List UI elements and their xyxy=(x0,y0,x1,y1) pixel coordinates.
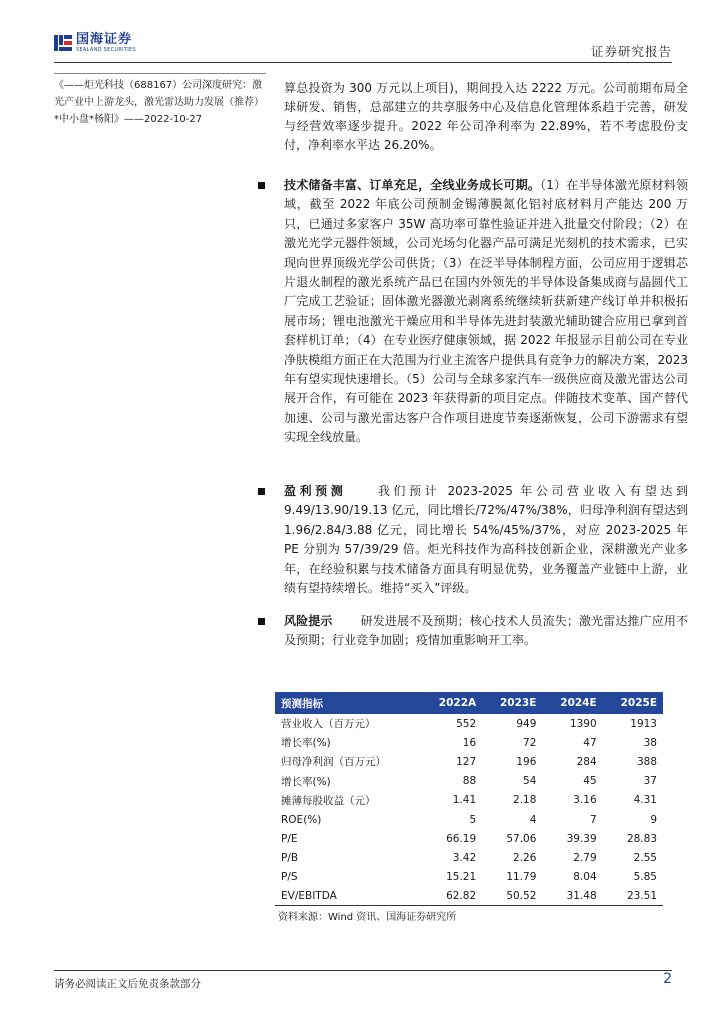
table-cell: 47 xyxy=(583,736,597,749)
table-row xyxy=(275,810,663,829)
bullet-risk-title: 风险提示 xyxy=(284,614,333,628)
table-cell: 552 xyxy=(456,717,477,730)
table-cell: 39.39 xyxy=(566,832,597,845)
forecast-table-header-row xyxy=(275,692,663,714)
table-cell: 1913 xyxy=(630,717,657,730)
table-cell: 284 xyxy=(576,755,597,768)
bullet-profit-forecast xyxy=(284,482,688,598)
bullet-profit-title: 盈利预测 xyxy=(284,484,347,498)
table-cell: 15.21 xyxy=(446,871,477,884)
table-source-note: 资料来源：Wind 资讯、国海证券研究所 xyxy=(278,912,457,923)
intro-paragraph: 算总投资为 300 万元以上项目)，期间投入达 2222 万元。公司前期布局全球研发、销售，总部建立的共享服务中心及信息化管理体系趋于完善，研发与经营效率逐步提升。2022 年公司净利率为 22.89%，若不考虑股份支付，净利率水平达 26.20%。 xyxy=(284,81,688,152)
related-report-note: 《——炬光科技（688167）公司深度研究：激光产业中上游龙头，激光雷达助力发展（推荐）*中小盘*杨阳》——2022-10-27 xyxy=(54,80,264,125)
table-cell: 127 xyxy=(456,755,477,768)
logo-chinese-name: 国海证券 xyxy=(76,32,133,47)
table-cell: 31.48 xyxy=(542,887,602,906)
table-cell: 57.06 xyxy=(506,832,537,845)
table-row xyxy=(275,714,663,733)
table-cell: 摊薄每股收益（元） xyxy=(281,794,376,807)
table-cell: 5 xyxy=(469,813,477,826)
bullet-risk-warning xyxy=(284,612,688,651)
table-cell: ROE(%) xyxy=(281,813,322,826)
table-row xyxy=(275,791,663,810)
table-cell: 3.42 xyxy=(452,851,477,864)
table-cell: 38 xyxy=(643,736,657,749)
table-header-cell: 2025E xyxy=(603,692,663,714)
table-cell: 9 xyxy=(650,813,657,826)
footer-divider xyxy=(54,970,672,971)
bullet-profit-body: 我们预计 2023-2025 年公司营业收入有望达到 9.49/13.90/19.13 亿元，同比增长/72%/47%/38%，归母净利润有望达到 1.96/2.84/3.88 亿元，同比增长 54%/45%/37%，对应 2023-2025 年 PE 分别为 57/39/29 倍。炬光科技作为高科技创新企业，深耕激光产业多年，在经验积累与技术储备方面具有明显优势，业务覆盖产业链中上游，业绩有望持续增长。维持“买入”评级。 xyxy=(284,484,688,596)
table-cell: 3.16 xyxy=(573,794,597,807)
table-cell: 营业收入（百万元） xyxy=(281,718,376,731)
table-cell: 88 xyxy=(462,775,477,788)
forecast-table xyxy=(275,692,663,906)
table-cell: EV/EBITDA xyxy=(275,887,421,906)
table-cell: 1.41 xyxy=(452,794,477,807)
table-cell: 2.79 xyxy=(573,851,597,864)
bullet-tech-title: 技术储备丰富、订单充足，全线业务成长可期。 xyxy=(284,178,541,192)
table-cell: 28.83 xyxy=(626,832,657,845)
table-row xyxy=(275,868,663,887)
table-cell: 16 xyxy=(462,736,477,749)
table-row xyxy=(275,829,663,848)
table-header-cell: 2024E xyxy=(542,692,602,714)
page-header xyxy=(54,30,672,62)
table-cell: 388 xyxy=(636,755,657,768)
bullet-square-icon xyxy=(258,488,265,495)
table-cell: 增长率(%) xyxy=(281,775,331,788)
table-cell: 949 xyxy=(516,717,537,730)
table-cell: 归母净利润（百万元） xyxy=(281,756,386,769)
footer-disclaimer: 请务必阅读正文后免责条款部分 xyxy=(54,978,201,990)
bullet-risk-body: 研发进展不及预期；核心技术人员流失；激光雷达推广应用不及预期；行业竞争加剧；疫情加重影响开工率。 xyxy=(284,614,688,648)
table-row xyxy=(275,887,663,906)
table-cell: 54 xyxy=(523,775,537,788)
header-divider xyxy=(54,62,672,63)
table-cell: 196 xyxy=(516,755,537,768)
table-row xyxy=(275,752,663,771)
table-cell: P/E xyxy=(281,832,298,845)
table-cell: 45 xyxy=(583,775,597,788)
table-cell: 23.51 xyxy=(603,887,663,906)
table-cell: 37 xyxy=(643,775,657,788)
page-number: 2 xyxy=(663,971,672,987)
report-type-label: 证券研究报告 xyxy=(590,44,672,59)
table-cell: 50.52 xyxy=(482,887,542,906)
company-logo xyxy=(54,30,136,56)
bullet-tech-reserve xyxy=(284,176,688,448)
table-row xyxy=(275,733,663,752)
table-cell: 62.82 xyxy=(421,887,482,906)
logo-english-name: SEALAND SECURITIES xyxy=(76,47,136,53)
bullet-square-icon xyxy=(258,182,265,189)
table-cell: 4 xyxy=(529,813,537,826)
table-cell: 5.85 xyxy=(633,871,657,884)
table-row xyxy=(275,848,663,867)
table-cell: 7 xyxy=(589,813,597,826)
table-cell: 66.19 xyxy=(446,832,477,845)
table-cell: 2.55 xyxy=(633,851,657,864)
table-cell: 8.04 xyxy=(573,871,597,884)
bullet-tech-body: （1）在半导体激光原材料领域，截至 2022 年底公司预制金锡薄膜氮化铝衬底材料月产能达 200 万只，已通过多家客户 35W 高功率可靠性验证并进入批量交付阶段；（2）在激光光学元器件领域，公司光场匀化器产品可满足光刻机的技术需求，已实现向世界顶级光学公司供货；（3）在泛半导体制程方面，公司应用于逻辑芯片退火制程的激光系统产品已在国内外领先的半导体设备集成商与晶圆代工厂完成工艺验证；固体激光器激光剥离系统继续斩获新建产线订单并积极拓展市场；锂电池激光干燥应用和半导体先进封装激光辅助键合应用已拿到首套样机订单；（4）在专业医疗健康领域，据 2022 年报显示目前公司在专业净肤模组方面正在大范围为行业主流客户提供具有竞争力的解决方案，2023 年有望实现快速增长。（5）公司与全球多家汽车一级供应商及激光雷达公司展开合作，有可能在 2023 年获得新的项目定点。伴随技术变革、国产替代加速、公司与激光雷达客户合作项目进度节奏逐渐恢复，公司下游需求有望实现全线放量。 xyxy=(284,178,688,445)
table-header-cell: 2023E xyxy=(482,692,542,714)
table-cell: P/S xyxy=(281,871,298,884)
table-cell: P/B xyxy=(281,851,299,864)
sidenote-divider xyxy=(54,73,266,74)
table-cell: 11.79 xyxy=(506,871,537,884)
table-cell: 2.18 xyxy=(513,794,537,807)
table-row xyxy=(275,772,663,791)
table-cell: 1390 xyxy=(569,717,597,730)
table-header-cell: 2022A xyxy=(421,692,482,714)
table-cell: 增长率(%) xyxy=(281,737,331,750)
table-header-cell: 预测指标 xyxy=(275,692,421,714)
bullet-square-icon xyxy=(258,618,265,625)
table-cell: 4.31 xyxy=(633,794,657,807)
table-cell: 72 xyxy=(523,736,537,749)
sealand-logo-icon xyxy=(54,34,72,52)
table-cell: 2.26 xyxy=(513,851,537,864)
